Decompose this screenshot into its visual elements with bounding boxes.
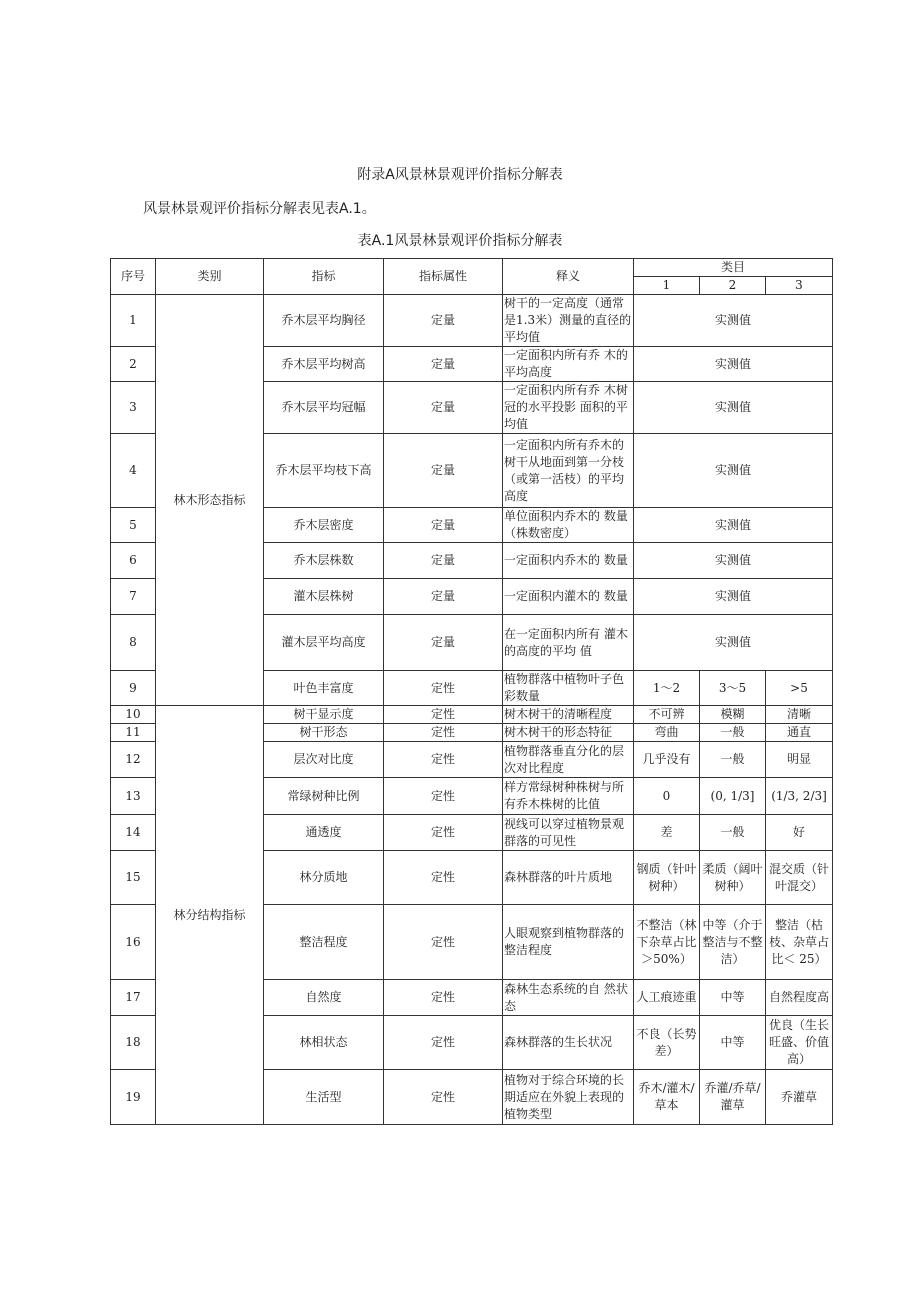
class3-cell: 明显 — [766, 742, 833, 778]
indicator-cell: 乔木层平均树高 — [264, 347, 384, 382]
class2-cell: 一般 — [700, 724, 766, 742]
class1-cell: 0 — [634, 778, 700, 815]
seq-cell: 9 — [111, 671, 156, 706]
definition-cell: 一定面积内所有乔木的树干从地面到第一分枝（或第一活枝）的平均高度 — [503, 434, 634, 508]
attribute-cell: 定量 — [384, 347, 503, 382]
attribute-cell: 定量 — [384, 295, 503, 347]
attribute-cell: 定性 — [384, 671, 503, 706]
seq-cell: 14 — [111, 815, 156, 851]
class2-cell: 中等（介于整洁与不整洁） — [700, 905, 766, 980]
indicator-cell: 林相状态 — [264, 1016, 384, 1070]
definition-cell: 单位面积内乔木的 数量（株数密度） — [503, 508, 634, 543]
seq-cell: 8 — [111, 615, 156, 671]
attribute-cell: 定性 — [384, 742, 503, 778]
class2-cell: 模糊 — [700, 706, 766, 724]
attribute-cell: 定性 — [384, 851, 503, 905]
seq-cell: 11 — [111, 724, 156, 742]
definition-cell: 视线可以穿过植物景观群落的可见性 — [503, 815, 634, 851]
header-definition: 释义 — [503, 259, 634, 295]
indicator-cell: 灌木层平均高度 — [264, 615, 384, 671]
definition-cell: 树木树干的形态特征 — [503, 724, 634, 742]
class3-cell: 混交质（针叶混交） — [766, 851, 833, 905]
attribute-cell: 定量 — [384, 579, 503, 615]
table-caption: 表A.1风景林景观评价指标分解表 — [357, 233, 563, 249]
class3-cell: >5 — [766, 671, 833, 706]
indicator-cell: 树干形态 — [264, 724, 384, 742]
seq-cell: 7 — [111, 579, 156, 615]
seq-cell: 5 — [111, 508, 156, 543]
indicator-cell: 生活型 — [264, 1070, 384, 1125]
class3-cell: 优良（生长旺盛、价值高） — [766, 1016, 833, 1070]
attribute-cell: 定性 — [384, 706, 503, 724]
definition-cell: 树干的一定高度（通常是1.3米）测量的直径的平均值 — [503, 295, 634, 347]
definition-cell: 树木树干的清晰程度 — [503, 706, 634, 724]
attribute-cell: 定量 — [384, 382, 503, 434]
class2-cell: (0, 1/3] — [700, 778, 766, 815]
table-body — [111, 295, 833, 1125]
class3-cell: 清晰 — [766, 706, 833, 724]
seq-cell: 15 — [111, 851, 156, 905]
measured-value-cell: 实测值 — [634, 579, 833, 615]
class1-cell: 几乎没有 — [634, 742, 700, 778]
indicator-cell: 叶色丰富度 — [264, 671, 384, 706]
class3-cell: 乔灌草 — [766, 1070, 833, 1125]
table-row — [111, 706, 833, 724]
definition-cell: 一定面积内所有乔 木的平均高度 — [503, 347, 634, 382]
indicator-cell: 乔木层密度 — [264, 508, 384, 543]
class1-cell: 差 — [634, 815, 700, 851]
class2-cell: 一般 — [700, 815, 766, 851]
measured-value-cell: 实测值 — [634, 295, 833, 347]
class3-cell: 好 — [766, 815, 833, 851]
class2-cell: 乔灌/乔草/ 灌草 — [700, 1070, 766, 1125]
seq-cell: 4 — [111, 434, 156, 508]
class1-cell: 不整洁（林下杂草占比＞50%） — [634, 905, 700, 980]
measured-value-cell: 实测值 — [634, 543, 833, 579]
class1-cell: 弯曲 — [634, 724, 700, 742]
measured-value-cell: 实测值 — [634, 382, 833, 434]
header-class1: 1 — [634, 277, 700, 295]
class1-cell: 1～2 — [634, 671, 700, 706]
definition-cell: 植物群落中植物叶子色彩数量 — [503, 671, 634, 706]
intro-text: 风景林景观评价指标分解表见表A.1。 — [143, 201, 376, 217]
definition-cell: 植物群落垂直分化的层次对比程度 — [503, 742, 634, 778]
measured-value-cell: 实测值 — [634, 434, 833, 508]
measured-value-cell: 实测值 — [634, 508, 833, 543]
class1-cell: 乔木/灌木/ 草本 — [634, 1070, 700, 1125]
seq-cell: 16 — [111, 905, 156, 980]
measured-value-cell: 实测值 — [634, 347, 833, 382]
indicator-cell: 树干显示度 — [264, 706, 384, 724]
header-category: 类别 — [156, 259, 264, 295]
seq-cell: 2 — [111, 347, 156, 382]
header-class3: 3 — [766, 277, 833, 295]
seq-cell: 19 — [111, 1070, 156, 1125]
indicator-cell: 林分质地 — [264, 851, 384, 905]
class1-cell: 人工痕迹重 — [634, 980, 700, 1016]
seq-cell: 3 — [111, 382, 156, 434]
definition-cell: 一定面积内所有乔 木树冠的水平投影 面积的平均值 — [503, 382, 634, 434]
attribute-cell: 定性 — [384, 1016, 503, 1070]
seq-cell: 1 — [111, 295, 156, 347]
attribute-cell: 定量 — [384, 543, 503, 579]
seq-cell: 13 — [111, 778, 156, 815]
indicator-cell: 通透度 — [264, 815, 384, 851]
header-indicator: 指标 — [264, 259, 384, 295]
class1-cell: 钢质（针叶树种） — [634, 851, 700, 905]
indicator-cell: 乔木层平均胸径 — [264, 295, 384, 347]
class2-cell: 中等 — [700, 980, 766, 1016]
attribute-cell: 定量 — [384, 508, 503, 543]
class3-cell: 整洁（枯枝、杂草占比＜ 25） — [766, 905, 833, 980]
class2-cell: 一般 — [700, 742, 766, 778]
category-cell: 林木形态指标 — [156, 295, 264, 706]
definition-cell: 人眼观察到植物群落的整洁程度 — [503, 905, 634, 980]
category-cell: 林分结构指标 — [156, 706, 264, 1125]
attribute-cell: 定性 — [384, 815, 503, 851]
header-class-group: 类目 — [634, 259, 833, 277]
definition-cell: 森林群落的生长状况 — [503, 1016, 634, 1070]
indicator-cell: 常绿树种比例 — [264, 778, 384, 815]
definition-cell: 森林生态系统的自 然状态 — [503, 980, 634, 1016]
attribute-cell: 定性 — [384, 1070, 503, 1125]
table-row — [111, 295, 833, 347]
class2-cell: 3～5 — [700, 671, 766, 706]
seq-cell: 12 — [111, 742, 156, 778]
class2-cell: 柔质（阔叶树种） — [700, 851, 766, 905]
indicator-cell: 乔木层株数 — [264, 543, 384, 579]
header-seq: 序号 — [111, 259, 156, 295]
header-attribute: 指标属性 — [384, 259, 503, 295]
indicator-table — [110, 258, 833, 1125]
seq-cell: 18 — [111, 1016, 156, 1070]
class3-cell: (1/3, 2/3] — [766, 778, 833, 815]
appendix-title: 附录A风景林景观评价指标分解表 — [357, 167, 563, 183]
indicator-cell: 层次对比度 — [264, 742, 384, 778]
attribute-cell: 定性 — [384, 724, 503, 742]
attribute-cell: 定性 — [384, 980, 503, 1016]
attribute-cell: 定性 — [384, 905, 503, 980]
header-class2: 2 — [700, 277, 766, 295]
attribute-cell: 定量 — [384, 434, 503, 508]
attribute-cell: 定量 — [384, 615, 503, 671]
class3-cell: 通直 — [766, 724, 833, 742]
indicator-cell: 乔木层平均枝下高 — [264, 434, 384, 508]
indicator-cell: 乔木层平均冠幅 — [264, 382, 384, 434]
seq-cell: 6 — [111, 543, 156, 579]
indicator-cell: 灌木层株树 — [264, 579, 384, 615]
seq-cell: 10 — [111, 706, 156, 724]
indicator-cell: 整洁程度 — [264, 905, 384, 980]
class2-cell: 中等 — [700, 1016, 766, 1070]
definition-cell: 植物对于综合环境的长期适应在外貌上表现的植物类型 — [503, 1070, 634, 1125]
header-row — [111, 259, 833, 277]
definition-cell: 一定面积内灌木的 数量 — [503, 579, 634, 615]
definition-cell: 一定面积内乔木的 数量 — [503, 543, 634, 579]
class1-cell: 不良（长势差） — [634, 1016, 700, 1070]
attribute-cell: 定性 — [384, 778, 503, 815]
indicator-cell: 自然度 — [264, 980, 384, 1016]
definition-cell: 在一定面积内所有 灌木的高度的平均 值 — [503, 615, 634, 671]
seq-cell: 17 — [111, 980, 156, 1016]
class1-cell: 不可辨 — [634, 706, 700, 724]
measured-value-cell: 实测值 — [634, 615, 833, 671]
definition-cell: 森林群落的叶片质地 — [503, 851, 634, 905]
definition-cell: 样方常绿树种株树与所有乔木株树的比值 — [503, 778, 634, 815]
class3-cell: 自然程度高 — [766, 980, 833, 1016]
